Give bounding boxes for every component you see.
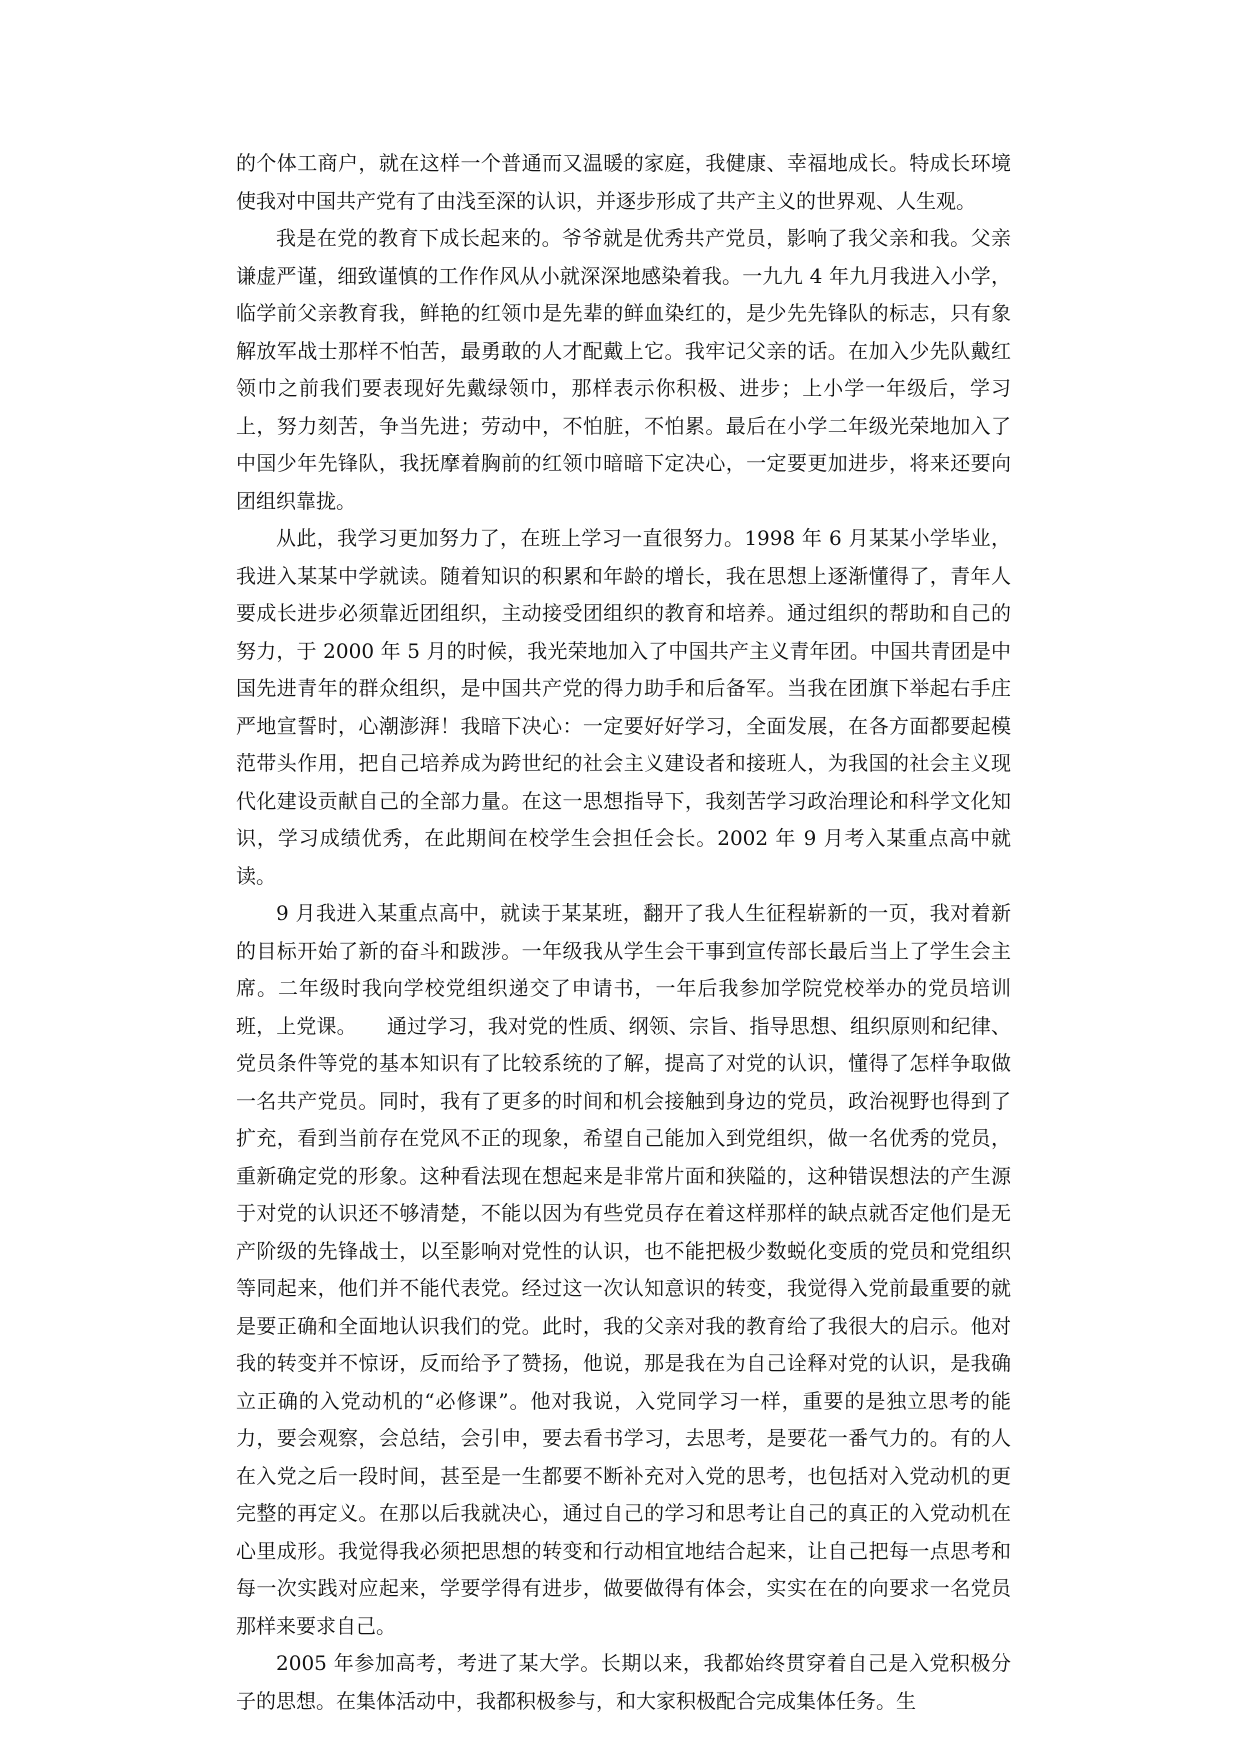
document-page xyxy=(236,145,1011,1720)
paragraph-university: 2005 年参加高考，考进了某大学。长期以来，我都始终贯穿着自己是入党积极分子的思想。在集体活动中，我都积极参与，和大家积极配合完成集体任务。生 xyxy=(236,1651,1011,1713)
paragraph-family-background: 的个体工商户，就在这样一个普通而又温暖的家庭，我健康、幸福地成长。特成长环境使我对中国共产党有了由浅至深的认识，并逐步形成了共产主义的世界观、人生观。 xyxy=(236,151,1011,213)
paragraph-childhood-young-pioneers: 我是在党的教育下成长起来的。爷爷就是优秀共产党员，影响了我父亲和我。父亲谦虚严谨，细致谨慎的工作作风从小就深深地感染着我。一九九 4 年九月我进入小学，临学前父亲教育我，鲜艳的红领巾是先辈的鲜血染红的，是少先先锋队的标志，只有象解放军战士那样不怕苦，最勇敢的人才配戴上它。我牢记父亲的话。在加入少先队戴红领巾之前我们要表现好先戴绿领巾，那样表示你积极、进步；上小学一年级后，学习上，努力刻苦，争当先进；劳动中，不怕脏，不怕累。最后在小学二年级光荣地加入了中国少年先锋队，我抚摩着胸前的红领巾暗暗下定决心，一定要更加进步，将来还要向团组织靠拢。 xyxy=(236,226,1011,513)
paragraph-middle-school-youth-league: 从此，我学习更加努力了，在班上学习一直很努力。1998 年 6 月某某小学毕业，我进入某某中学就读。随着知识的积累和年龄的增长，我在思想上逐渐懂得了，青年人要成长进步必须靠近团组织，主动接受团组织的教育和培养。通过组织的帮助和自己的努力，于 2000 年 5 月的时候，我光荣地加入了中国共产主义青年团。中国共青团是中国先进青年的群众组织，是中国共产党的得力助手和后备军。当我在团旗下举起右手庄严地宣誓时，心潮澎湃！我暗下决心：一定要好好学习，全面发展，在各方面都要起模范带头作用，把自己培养成为跨世纪的社会主义建设者和接班人，为我国的社会主义现代化建设贡献自己的全部力量。在这一思想指导下，我刻苦学习政治理论和科学文化知识，学习成绩优秀，在此期间在校学生会担任会长。2002 年 9 月考入某重点高中就读。 xyxy=(236,526,1011,888)
paragraph-high-school-party-application: 9 月我进入某重点高中，就读于某某班，翻开了我人生征程崭新的一页，我对着新的目标开始了新的奋斗和跋涉。一年级我从学生会干事到宣传部长最后当上了学生会主席。二年级时我向学校党组织递交了申请书，一年后我参加学院党校举办的党员培训班，上党课。 通过学习，我对党的性质、纲领、宗旨、指导思想、组织原则和纪律、党员条件等党的基本知识有了比较系统的了解，提高了对党的认识，懂得了怎样争取做一名共产党员。同时，我有了更多的时间和机会接触到身边的党员，政治视野也得到了扩充，看到当前存在党风不正的现象，希望自己能加入到党组织，做一名优秀的党员，重新确定党的形象。这种看法现在想起来是非常片面和狭隘的，这种错误想法的产生源于对党的认识还不够清楚，不能以因为有些党员存在着这样那样的缺点就否定他们是无产阶级的先锋战士，以至影响对党性的认识，也不能把极少数蜕化变质的党员和党组织等同起来，他们并不能代表党。经过这一次认知意识的转变，我觉得入党前最重要的就是要正确和全面地认识我们的党。此时，我的父亲对我的教育给了我很大的启示。他对我的转变并不惊讶，反而给予了赞扬，他说，那是我在为自己诠释对党的认识，是我确立正确的入党动机的“必修课”。他对我说，入党同学习一样，重要的是独立思考的能力，要会观察，会总结，会引申，要去看书学习，去思考，是要花一番气力的。有的人在入党之后一段时间，甚至是一生都要不断补充对入党的思考，也包括对入党动机的更完整的再定义。在那以后我就决心，通过自己的学习和思考让自己的真正的入党动机在心里成形。我觉得我必须把思想的转变和行动相宜地结合起来，让自己把每一点思考和每一次实践对应起来，学要学得有进步，做要做得有体会，实实在在的向要求一名党员那样来要求自己。 xyxy=(236,901,1011,1638)
